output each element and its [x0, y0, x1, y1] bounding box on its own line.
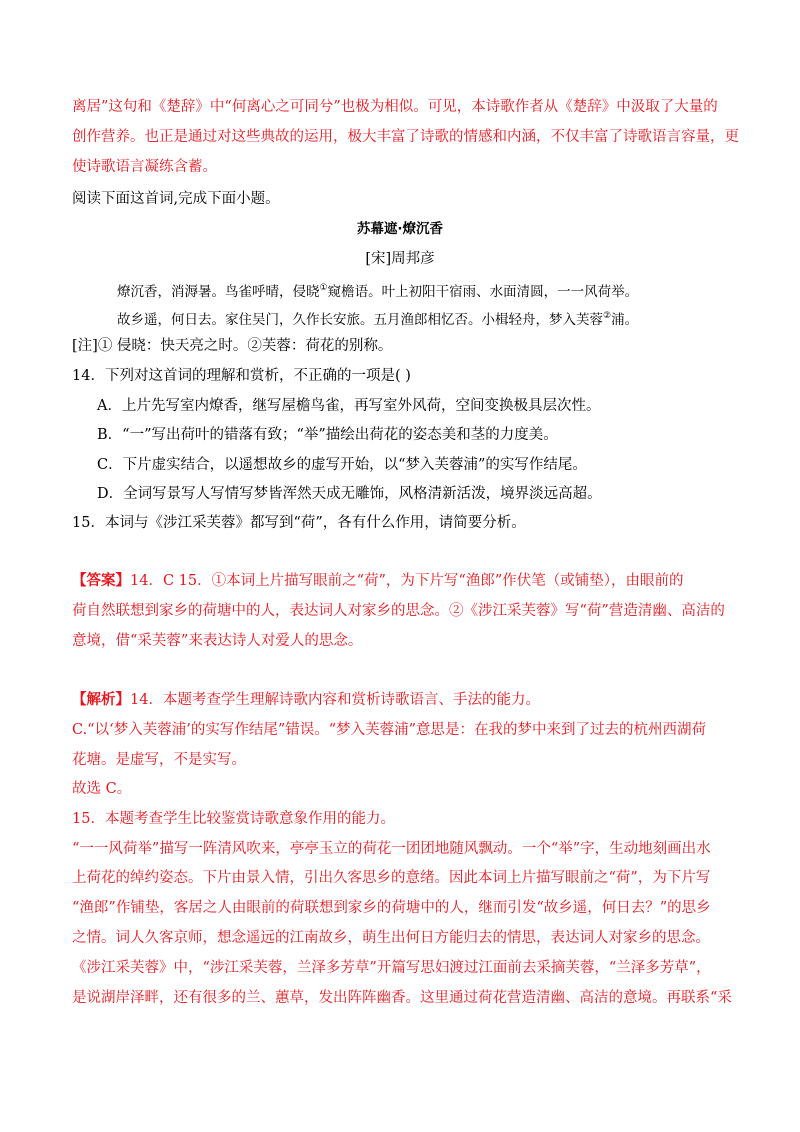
answer-line-2: 荷自然联想到家乡的荷塘中的人，表达词人对家乡的思念。②《涉江采芙蓉》写“荷”营造清幽、高洁的 [72, 603, 725, 619]
footnote-mark-2: ② [603, 311, 612, 321]
analysis-line-3: 花塘。是虚写，不是实写。 [72, 752, 246, 768]
analysis-line-10: 《涉江采芙蓉》中，“涉江采芙蓉，兰泽多芳草”开篇写思妇渡过江面前去采摘芙蓉，“兰泽多芳草”， [72, 960, 711, 976]
poem-line-1 [117, 278, 638, 302]
analysis-line-7: 上荷花的绰约姿态。下片由景入情，引出久客思乡的意绪。因此本词上片描写眼前之“荷”，为下片写 [72, 870, 711, 886]
poem-line-1-part-b: 窥檐语。叶上初阳干宿雨、水面清圆，一一风荷举。 [327, 284, 639, 300]
answer-line-1 [72, 571, 684, 591]
poem-note: [注]① 侵晓：快天亮之时。②芙蓉：荷花的别称。 [72, 338, 393, 354]
analysis-label: 【解析】 [72, 691, 130, 708]
analysis-line-1 [72, 690, 540, 710]
answer-line-1-text: 14．C 15．①本词上片描写眼前之“荷”，为下片写“渔郎”作伏笔（或铺垫），由眼前的 [130, 573, 684, 589]
analysis-line-5: 15．本题考查学生比较鉴赏诗歌意象作用的能力。 [72, 811, 395, 827]
question-14-stem: 14．下列对这首词的理解和赏析，不正确的一项是( ) [72, 368, 411, 384]
poem-line-2-part-b: 浦。 [611, 312, 639, 328]
question-14-option-b: B．“一”写出荷叶的错落有致；“举”描绘出荷花的姿态美和茎的力度美。 [97, 427, 558, 443]
analysis-line-9: 之情。词人久客京师，想念遥远的江南故乡，萌生出何日方能归去的情思，表达词人对家乡的思念。 [72, 930, 710, 946]
analysis-line-4: 故选 C。 [72, 781, 132, 797]
poem-author: [宋]周邦彦 [365, 251, 435, 267]
question-14-option-a: A．上片先写室内燎香，继写屋檐鸟雀，再写室外风荷，空间变换极具层次性。 [97, 398, 601, 414]
analysis-line-6: “一一风荷举”描写一阵清风吹来，亭亭玉立的荷花一团团地随风飘动。一个“举”字，生动地刻画出水 [72, 841, 711, 857]
footnote-mark-1: ① [319, 283, 328, 293]
reading-instruction: 阅读下面这首词,完成下面小题。 [72, 191, 280, 207]
intro-text-line-3: 使诗歌语言凝练含蓄。 [72, 159, 217, 175]
analysis-line-1-text: 14．本题考查学生理解诗歌内容和赏析诗歌语言、手法的能力。 [130, 692, 540, 708]
answer-line-3: 意境，借“采芙蓉”来表达诗人对爱人的思念。 [72, 633, 363, 649]
poem-line-2-part-a: 故乡遥，何日去。家住吴门，久作长安旅。五月渔郎相忆否。小楫轻舟，梦入芙蓉 [117, 312, 603, 328]
analysis-line-8: “渔郎”作铺垫，客居之人由眼前的荷联想到家乡的荷塘中的人，继而引发“故乡遥，何日去？”的思乡 [72, 900, 711, 916]
poem-title: 苏幕遮·燎沉香 [356, 221, 444, 237]
poem-line-2 [117, 306, 638, 330]
intro-text-line-1: 离居”这句和《楚辞》中“何离心之可同兮”也极为相似。可见，本诗歌作者从《楚辞》中汲取了大量的 [72, 99, 718, 115]
question-15-stem: 15．本词与《涉江采芙蓉》都写到“荷”，各有什么作用，请简要分析。 [72, 515, 526, 531]
question-14-option-d: D．全词写景写人写情写梦皆浑然天成无雕饰，风格清新活泼，境界淡远高超。 [97, 486, 602, 502]
answer-label: 【答案】 [72, 572, 130, 589]
analysis-line-2: C.“以‘梦入芙蓉浦’的实写作结尾”错误。“梦入芙蓉浦”意思是：在我的梦中来到了过去的杭州西湖荷 [72, 722, 707, 738]
intro-text-line-2: 创作营养。也正是通过对这些典故的运用，极大丰富了诗歌的情感和内涵，不仅丰富了诗歌语言容量，更 [72, 129, 739, 145]
poem-line-1-part-a: 燎沉香，消溽暑。鸟雀呼晴，侵晓 [117, 284, 320, 300]
analysis-line-11: 是说湖岸泽畔，还有很多的兰、蕙草，发出阵阵幽香。这里通过荷花营造清幽、高洁的意境。再联系“采 [72, 990, 732, 1006]
question-14-option-c: C．下片虚实结合，以遥想故乡的虚写开始，以“梦入芙蓉浦”的实写作结尾。 [97, 457, 587, 473]
